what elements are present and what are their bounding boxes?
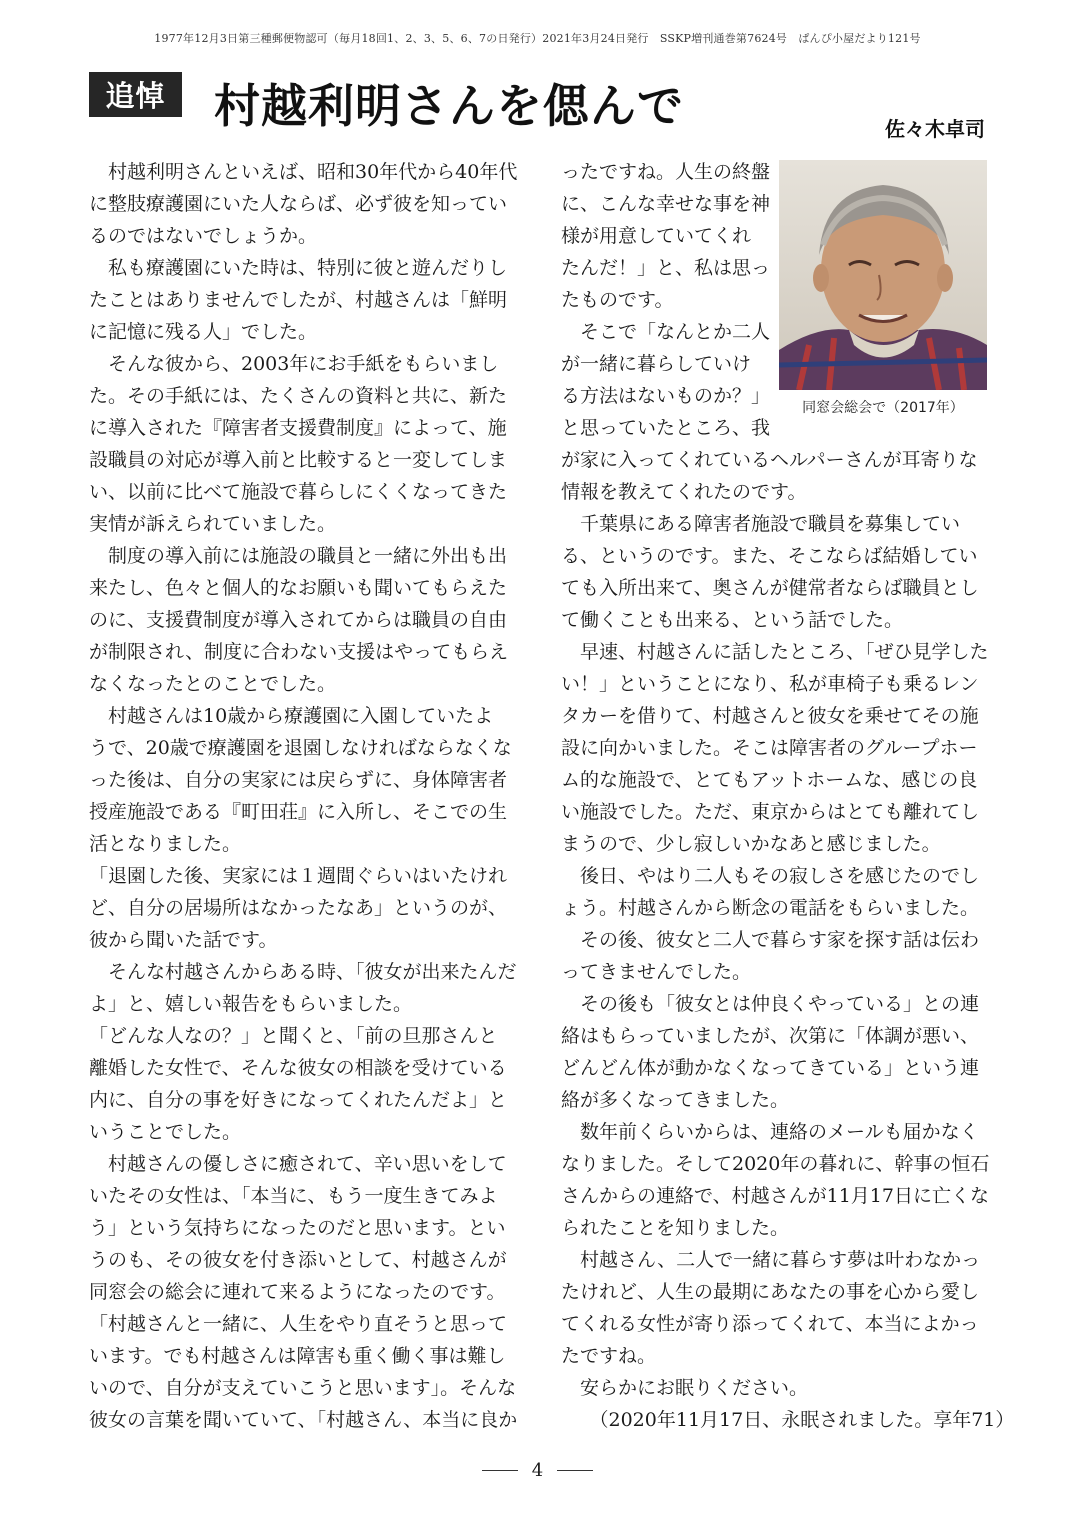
text-line: が一緒に暮らしていけ: [561, 353, 752, 375]
text-line: のに、支援費制度が導入されてからは職員の自由: [89, 609, 508, 631]
photo-caption: 同窓会総会で（2017年）: [802, 400, 964, 416]
text-line: います。でも村越さんは障害も重く働く事は難し: [89, 1345, 506, 1367]
text-line: タカーを借りて、村越さんと彼女を乗せてその施: [561, 705, 979, 727]
text-line: その後も「彼女とは仲良くやっている」との連: [561, 993, 980, 1015]
text-line: に導入された『障害者支援費制度』によって、施: [89, 417, 507, 439]
text-line: に記憶に残る人」でした。: [89, 321, 318, 343]
text-line: いうことでした。: [89, 1121, 242, 1143]
text-line: が制限され、制度に合わない支援はやってもらえ: [89, 641, 509, 663]
text-line: い施設でした。ただ、東京からはとても離れてし: [561, 801, 980, 823]
text-line: なりました。そして2020年の暮れに、幹事の恒石: [561, 1153, 990, 1175]
text-line: い、以前に比べて施設で暮らしにくくなってきた: [89, 481, 508, 503]
text-line: 村越さん、二人で一緒に暮らす夢は叶わなかっ: [561, 1249, 981, 1271]
memorial-tag: 追悼: [89, 72, 182, 117]
text-line: 絡はもらっていましたが、次第に「体調が悪い、: [561, 1025, 980, 1047]
text-line: ったですね。人生の終盤: [561, 161, 771, 183]
text-line: ム的な施設で、とてもアットホームな、感じの良: [561, 769, 978, 791]
text-line: 「どんな人なの？」と聞くと、「前の旦那さんと: [89, 1025, 498, 1047]
text-line: どんどん体が動かなくなってきている」という連: [561, 1057, 980, 1079]
text-line: 授産施設である『町田荘』に入所し、そこでの生: [89, 801, 508, 823]
text-line: 村越さんの優しさに癒されて、辛い思いをして: [89, 1153, 507, 1175]
footer-rule-right: [557, 1470, 593, 1471]
text-line: 来たし、色々と個人的なお願いも聞いてもらえた: [89, 577, 508, 599]
text-line: うのも、その彼女を付き添いとして、村越さんが: [89, 1249, 507, 1271]
text-line: いたその女性は、「本当に、もう一度生きてみよ: [89, 1185, 498, 1207]
text-line: い！」ということになり、私が車椅子も乗るレン: [561, 673, 979, 695]
left-column: [89, 156, 517, 1436]
footer-rule-left: [482, 1470, 518, 1471]
text-line: たですね。: [561, 1345, 657, 1367]
text-line: たものです。: [561, 289, 674, 311]
text-line: そんな彼から、2003年にお手紙をもらいまし: [89, 353, 499, 375]
right-column-top: [561, 156, 771, 444]
text-line: 安らかにお眠りください。: [561, 1377, 809, 1399]
text-line: た。その手紙には、たくさんの資料と共に、新た: [89, 385, 508, 407]
text-line: 設職員の対応が導入前と比較すると一変してしま: [89, 449, 508, 471]
page-number: 4: [531, 1460, 544, 1481]
article-title: 村越利明さんを偲んで: [214, 79, 684, 133]
text-line: 村越利明さんといえば、昭和30年代から40年代: [89, 161, 518, 183]
text-line: ど、自分の居場所はなかったなあ」というのが、: [89, 897, 508, 919]
text-line: よ」と、嬉しい報告をもらいました。: [89, 993, 413, 1015]
text-line: て働くことも出来る、という話でした。: [561, 609, 904, 631]
text-line: 制度の導入前には施設の職員と一緒に外出も出: [89, 545, 508, 567]
text-line: てくれる女性が寄り添ってくれて、本当によかっ: [561, 1313, 979, 1335]
text-line: に整肢療護園にいた人ならば、必ず彼を知ってい: [89, 193, 508, 215]
text-line: そんな村越さんからある時、「彼女が出来たんだ: [89, 961, 517, 983]
text-line: そこで「なんとか二人: [561, 321, 771, 343]
text-line: 早速、村越さんに話したところ、「ぜひ見学した: [561, 641, 989, 663]
text-line: たけれど、人生の最期にあなたの事を心から愛し: [561, 1281, 980, 1303]
text-line: たことはありませんでしたが、村越さんは「鮮明: [89, 289, 508, 311]
text-line: 数年前くらいからは、連絡のメールも届かなく: [561, 1121, 979, 1143]
text-line: 彼から聞いた話です。: [89, 929, 278, 951]
text-line: られたことを知りました。: [561, 1217, 790, 1239]
text-line: いので、自分が支えていこうと思います」。そんな: [89, 1377, 517, 1399]
text-line: 絡が多くなってきました。: [561, 1089, 790, 1111]
page-footer: [0, 1460, 1075, 1481]
text-line: う」という気持ちになったのだと思います。とい: [89, 1217, 506, 1239]
text-line: ってきませんでした。: [561, 961, 752, 983]
text-line: る、というのです。また、そこならば結婚してい: [561, 545, 978, 567]
text-line: るのではないでしょうか。: [89, 225, 318, 247]
text-line: 「村越さんと一緒に、人生をやり直そうと思って: [89, 1313, 508, 1335]
text-line: が家に入ってくれているヘルパーさんが耳寄りな: [561, 449, 978, 471]
text-line: さんからの連絡で、村越さんが11月17日に亡くな: [561, 1185, 989, 1207]
text-line: ょう。村越さんから断念の電話をもらいました。: [561, 897, 980, 919]
text-line: 実情が訴えられていました。: [89, 513, 337, 535]
text-line: 離婚した女性で、そんな彼女の相談を受けている: [89, 1057, 507, 1079]
article-author: 佐々木卓司: [885, 117, 985, 141]
text-line: 設に向かいました。そこは障害者のグループホー: [561, 737, 978, 759]
text-line: 後日、やはり二人もその寂しさを感じたのでし: [561, 865, 980, 887]
text-line: に、こんな幸せな事を神: [561, 193, 771, 215]
right-column-bottom: [561, 444, 1015, 1436]
text-line: （2020年11月17日、永眠されました。享年71）: [561, 1409, 1015, 1431]
portrait-photo: [779, 160, 987, 390]
text-line: 「退園した後、実家には１週間ぐらいはいたけれ: [89, 865, 508, 887]
text-line: った後は、自分の実家には戻らずに、身体障害者: [89, 769, 508, 791]
text-line: 様が用意していてくれ: [561, 225, 752, 247]
text-line: まうので、少し寂しいかなあと感じました。: [561, 833, 941, 855]
text-line: 同窓会の総会に連れて来るようになったのです。: [89, 1281, 506, 1303]
text-line: 私も療護園にいた時は、特別に彼と遊んだりし: [89, 257, 508, 279]
text-line: と思っていたところ、我: [561, 417, 771, 439]
text-line: なくなったとのことでした。: [89, 673, 337, 695]
text-line: うで、20歳で療護園を退園しなければならなくな: [89, 737, 512, 759]
portrait-illustration: [779, 160, 987, 390]
text-line: 千葉県にある障害者施設で職員を募集してい: [561, 513, 961, 535]
publication-line: 1977年12月3日第三種郵便物認可（毎月18回1、2、3、5、6、7の日発行）2021年3月24日発行 SSKP増刊通巻第7624号 ぱんぴ小屋だより121号: [154, 32, 921, 45]
text-line: 内に、自分の事を好きになってくれたんだよ」と: [89, 1089, 508, 1111]
text-line: たんだ！」と、私は思っ: [561, 257, 771, 279]
text-line: その後、彼女と二人で暮らす家を探す話は伝わ: [561, 929, 980, 951]
text-line: る方法はないものか？」: [561, 385, 771, 407]
text-line: 情報を教えてくれたのです。: [561, 481, 807, 503]
text-line: 村越さんは10歳から療護園に入園していたよ: [89, 705, 494, 727]
text-line: 活となりました。: [89, 833, 242, 855]
text-line: ても入所出来て、奥さんが健常者ならば職員とし: [561, 577, 979, 599]
text-line: 彼女の言葉を聞いていて、「村越さん、本当に良か: [89, 1409, 518, 1431]
